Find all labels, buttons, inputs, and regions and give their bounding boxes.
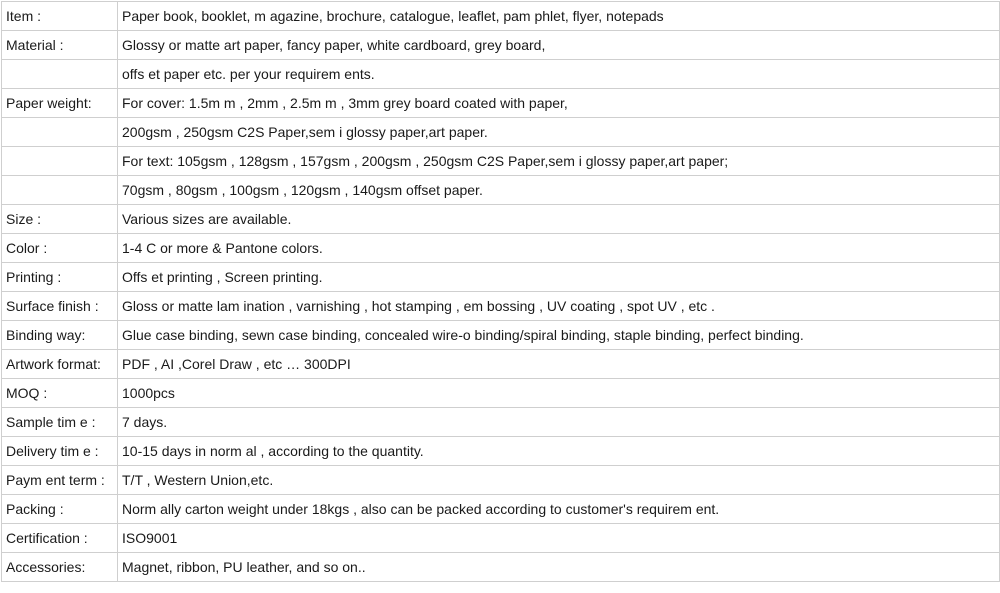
row-label-packing: Packing : <box>2 495 118 524</box>
table-row-moq <box>2 379 1000 408</box>
row-label-empty <box>2 118 118 147</box>
table-row-material-cont <box>2 60 1000 89</box>
row-value-certification: ISO9001 <box>118 524 1000 553</box>
row-label-payment-term: Paym ent term : <box>2 466 118 495</box>
row-label-empty <box>2 147 118 176</box>
row-value-printing: Offs et printing , Screen printing. <box>118 263 1000 292</box>
row-label-surface-finish: Surface finish : <box>2 292 118 321</box>
table-row-material <box>2 31 1000 60</box>
row-label-delivery-time: Delivery tim e : <box>2 437 118 466</box>
row-label-accessories: Accessories: <box>2 553 118 582</box>
row-value-color: 1-4 C or more & Pantone colors. <box>118 234 1000 263</box>
row-label-size: Size : <box>2 205 118 234</box>
product-spec-table <box>1 1 1000 582</box>
row-value-paper-weight-text: For text: 105gsm , 128gsm , 157gsm , 200gsm , 250gsm C2S Paper,sem i glossy paper,art paper; <box>118 147 1000 176</box>
table-row-certification <box>2 524 1000 553</box>
table-row-accessories <box>2 553 1000 582</box>
row-value-delivery-time: 10-15 days in norm al , according to the quantity. <box>118 437 1000 466</box>
row-value-item: Paper book, booklet, m agazine, brochure, catalogue, leaflet, pam phlet, flyer, notepads <box>118 2 1000 31</box>
row-label-item: Item : <box>2 2 118 31</box>
row-value-material-cont: offs et paper etc. per your requirem ents. <box>118 60 1000 89</box>
row-label-empty <box>2 176 118 205</box>
table-row-artwork-format <box>2 350 1000 379</box>
table-row-color <box>2 234 1000 263</box>
row-label-empty <box>2 60 118 89</box>
row-value-sample-time: 7 days. <box>118 408 1000 437</box>
row-value-material: Glossy or matte art paper, fancy paper, white cardboard, grey board, <box>118 31 1000 60</box>
table-row-sample-time <box>2 408 1000 437</box>
row-label-moq: MOQ : <box>2 379 118 408</box>
table-row-item <box>2 2 1000 31</box>
table-row-paper-weight-text <box>2 147 1000 176</box>
row-value-packing: Norm ally carton weight under 18kgs , also can be packed according to customer's requirem ent. <box>118 495 1000 524</box>
row-value-surface-finish: Gloss or matte lam ination , varnishing , hot stamping , em bossing , UV coating , spot UV , etc . <box>118 292 1000 321</box>
row-label-binding-way: Binding way: <box>2 321 118 350</box>
row-value-paper-weight-text-cont: 70gsm , 80gsm , 100gsm , 120gsm , 140gsm offset paper. <box>118 176 1000 205</box>
row-label-printing: Printing : <box>2 263 118 292</box>
row-label-certification: Certification : <box>2 524 118 553</box>
row-value-binding-way: Glue case binding, sewn case binding, concealed wire-o binding/spiral binding, staple binding, perfect binding. <box>118 321 1000 350</box>
table-row-size <box>2 205 1000 234</box>
row-value-moq: 1000pcs <box>118 379 1000 408</box>
row-label-paper-weight: Paper weight: <box>2 89 118 118</box>
table-row-paper-weight-text-cont <box>2 176 1000 205</box>
table-row-paper-weight-cont <box>2 118 1000 147</box>
row-value-paper-weight-cover-cont: 200gsm , 250gsm C2S Paper,sem i glossy paper,art paper. <box>118 118 1000 147</box>
table-row-printing <box>2 263 1000 292</box>
table-row-binding-way <box>2 321 1000 350</box>
row-label-artwork-format: Artwork format: <box>2 350 118 379</box>
row-value-paper-weight-cover: For cover: 1.5m m , 2mm , 2.5m m , 3mm grey board coated with paper, <box>118 89 1000 118</box>
row-label-color: Color : <box>2 234 118 263</box>
table-row-payment-term <box>2 466 1000 495</box>
table-row-delivery-time <box>2 437 1000 466</box>
table-row-paper-weight <box>2 89 1000 118</box>
row-value-size: Various sizes are available. <box>118 205 1000 234</box>
table-row-surface-finish <box>2 292 1000 321</box>
row-value-payment-term: T/T , Western Union,etc. <box>118 466 1000 495</box>
row-label-material: Material : <box>2 31 118 60</box>
row-value-artwork-format: PDF , AI ,Corel Draw , etc … 300DPI <box>118 350 1000 379</box>
row-label-sample-time: Sample tim e : <box>2 408 118 437</box>
table-row-packing <box>2 495 1000 524</box>
row-value-accessories: Magnet, ribbon, PU leather, and so on.. <box>118 553 1000 582</box>
